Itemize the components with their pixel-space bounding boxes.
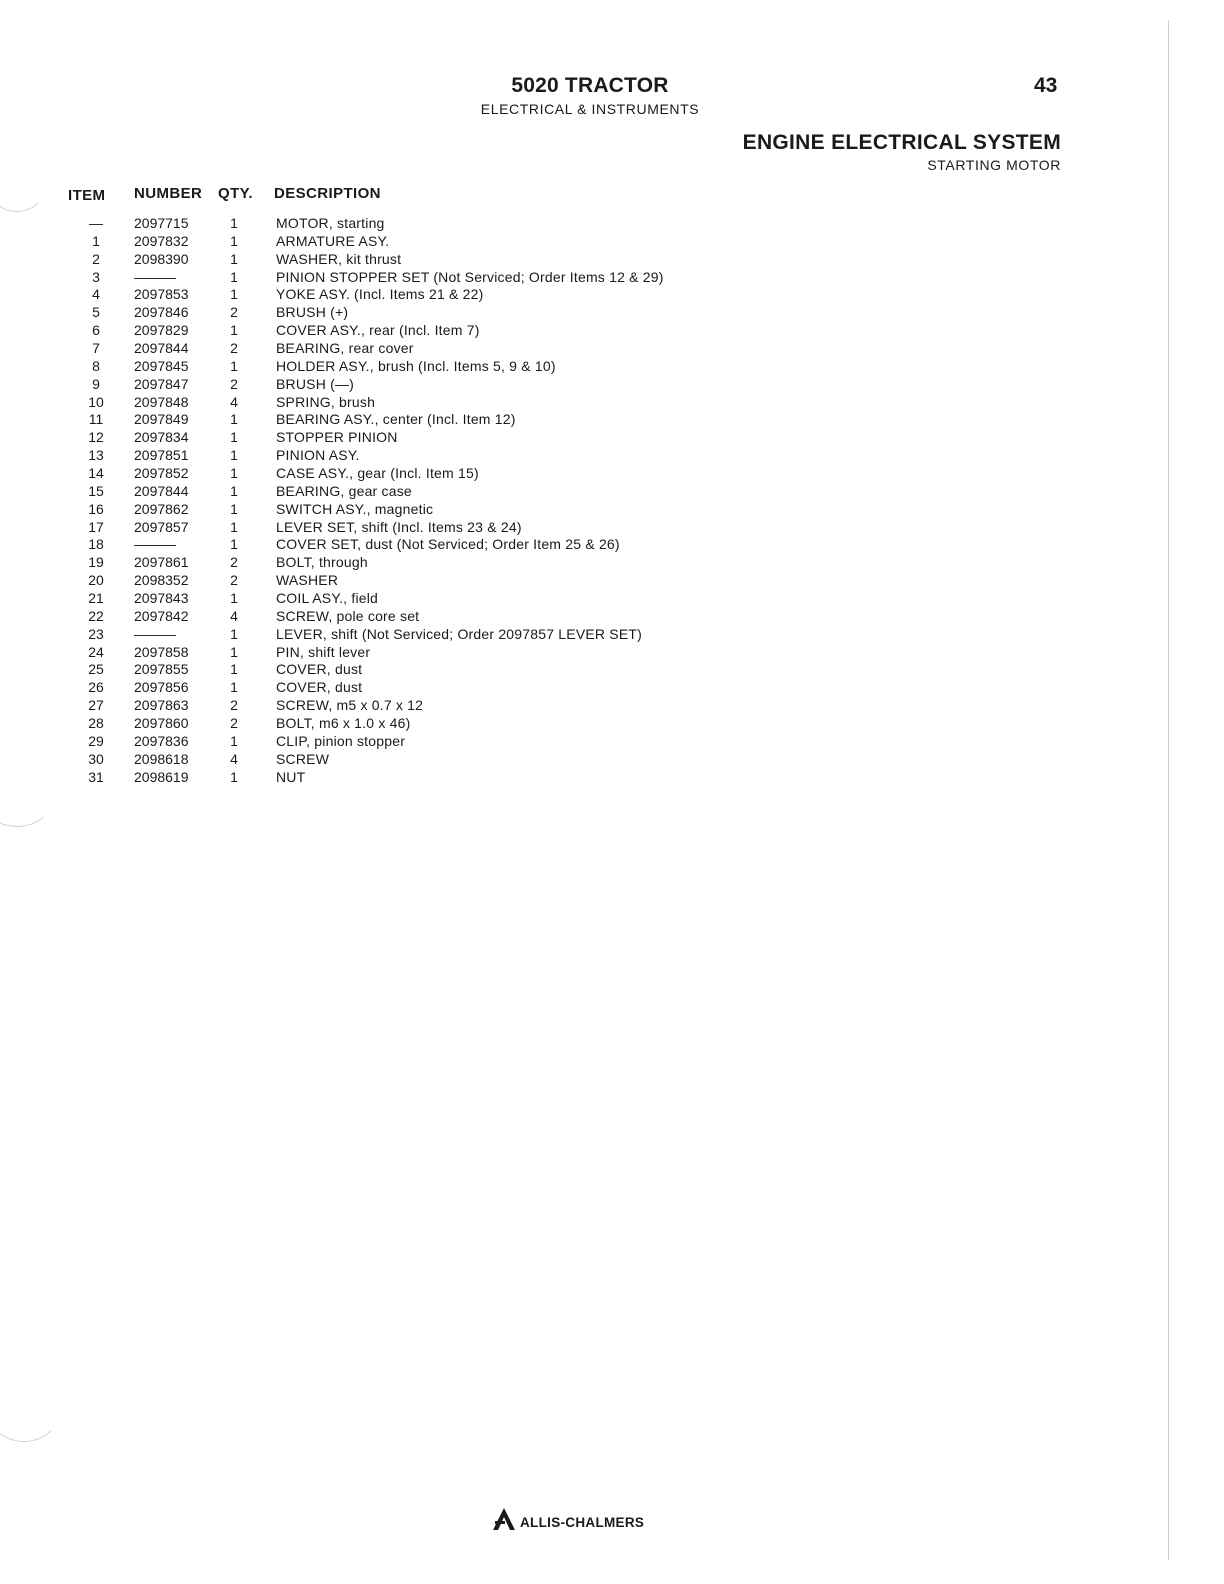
part-qty-cell: 1 — [230, 429, 238, 446]
part-item-cell: 6 — [92, 322, 100, 339]
table-row — [0, 269, 800, 287]
part-qty-cell: 4 — [230, 750, 238, 767]
table-row — [0, 394, 800, 412]
table-row — [0, 304, 800, 322]
table-row — [0, 465, 800, 483]
part-number-cell: 2097848 — [134, 393, 189, 410]
part-number-cell: 2098352 — [134, 572, 189, 589]
part-number-cell: 2097855 — [134, 661, 189, 678]
part-item-cell: 23 — [88, 625, 104, 642]
part-description-cell: COVER SET, dust (Not Serviced; Order Item 25 & 26) — [276, 536, 620, 553]
part-qty-cell: 1 — [230, 286, 238, 303]
table-row — [0, 572, 800, 590]
part-item-cell: 30 — [88, 750, 104, 767]
part-qty-cell: 1 — [230, 500, 238, 517]
table-row — [0, 340, 800, 358]
part-item-cell: 25 — [88, 661, 104, 678]
part-number-cell: 2097836 — [134, 732, 189, 749]
part-item-cell: 12 — [88, 429, 104, 446]
part-qty-cell: 1 — [230, 643, 238, 660]
part-qty-cell: 1 — [230, 679, 238, 696]
part-number-cell: 2097856 — [134, 679, 189, 696]
page-number: 43 — [1034, 74, 1058, 97]
part-item-cell: 5 — [92, 304, 100, 321]
table-row — [0, 536, 800, 554]
part-description-cell: ARMATURE ASY. — [276, 232, 390, 249]
part-qty-cell: 2 — [230, 572, 238, 589]
table-row — [0, 358, 800, 376]
part-number-cell: 2097832 — [134, 232, 189, 249]
part-item-cell: 13 — [88, 447, 104, 464]
part-description-cell: SCREW — [276, 750, 330, 767]
part-number-cell: 2097861 — [134, 554, 189, 571]
parts-list — [0, 215, 800, 787]
part-number-cell: 2097851 — [134, 447, 189, 464]
part-description-cell: BOLT, m6 x 1.0 x 46) — [276, 715, 411, 732]
part-qty-cell: 1 — [230, 661, 238, 678]
table-row — [0, 554, 800, 572]
part-number-cell: 2097829 — [134, 322, 189, 339]
table-row — [0, 679, 800, 697]
part-number-cell: ——— — [134, 625, 176, 642]
table-row — [0, 322, 800, 340]
column-header-description: DESCRIPTION — [274, 185, 381, 202]
page-subtitle: ELECTRICAL & INSTRUMENTS — [480, 101, 700, 117]
part-description-cell: PINION ASY. — [276, 447, 360, 464]
part-qty-cell: 2 — [230, 697, 238, 714]
part-description-cell: PINION STOPPER SET (Not Serviced; Order Items 12 & 29) — [276, 268, 664, 285]
part-item-cell: 31 — [88, 768, 104, 785]
part-number-cell: 2097715 — [134, 215, 189, 231]
brand-name: ALLIS-CHALMERS — [520, 1515, 645, 1530]
part-qty-cell: 1 — [230, 590, 238, 607]
part-number-cell: 2098619 — [134, 768, 189, 785]
part-item-cell: 1 — [92, 232, 100, 249]
part-number-cell: 2098390 — [134, 250, 189, 267]
part-item-cell: 21 — [88, 590, 104, 607]
table-row — [0, 626, 800, 644]
table-row — [0, 733, 800, 751]
part-number-cell: 2097853 — [134, 286, 189, 303]
part-description-cell: BRUSH (+) — [276, 304, 349, 321]
part-item-cell: 16 — [88, 500, 104, 517]
part-number-cell: 2097852 — [134, 465, 189, 482]
part-item-cell: 4 — [92, 286, 100, 303]
part-description-cell: SPRING, brush — [276, 393, 376, 410]
part-qty-cell: 1 — [230, 625, 238, 642]
part-item-cell: — — [89, 215, 103, 231]
part-qty-cell: 1 — [230, 447, 238, 464]
part-item-cell: 10 — [88, 393, 104, 410]
table-row — [0, 608, 800, 626]
table-row — [0, 501, 800, 519]
table-row — [0, 411, 800, 429]
table-row — [0, 233, 800, 251]
table-row — [0, 715, 800, 733]
part-item-cell: 14 — [88, 465, 104, 482]
part-description-cell: WASHER, kit thrust — [276, 250, 402, 267]
part-number-cell: 2097849 — [134, 411, 189, 428]
part-qty-cell: 1 — [230, 322, 238, 339]
table-row — [0, 376, 800, 394]
part-description-cell: COVER, dust — [276, 679, 363, 696]
part-description-cell: NUT — [276, 768, 306, 785]
part-description-cell: COVER ASY., rear (Incl. Item 7) — [276, 322, 480, 339]
part-qty-cell: 2 — [230, 375, 238, 392]
part-number-cell: 2097843 — [134, 590, 189, 607]
part-number-cell: ——— — [134, 536, 176, 553]
part-qty-cell: 2 — [230, 340, 238, 357]
part-number-cell: 2097844 — [134, 340, 189, 357]
table-row — [0, 661, 800, 679]
part-qty-cell: 1 — [230, 250, 238, 267]
part-description-cell: WASHER — [276, 572, 339, 589]
part-description-cell: MOTOR, starting — [276, 215, 385, 231]
table-row — [0, 769, 800, 787]
part-number-cell: 2097845 — [134, 357, 189, 374]
part-item-cell: 26 — [88, 679, 104, 696]
part-description-cell: CLIP, pinion stopper — [276, 732, 406, 749]
punch-hole-mark — [0, 1370, 62, 1442]
part-item-cell: 29 — [88, 732, 104, 749]
part-qty-cell: 1 — [230, 411, 238, 428]
table-row — [0, 519, 800, 537]
part-item-cell: 2 — [92, 250, 100, 267]
table-row — [0, 251, 800, 269]
part-number-cell: 2097842 — [134, 607, 189, 624]
part-description-cell: BEARING, gear case — [276, 482, 412, 499]
part-item-cell: 27 — [88, 697, 104, 714]
part-number-cell: 2097860 — [134, 715, 189, 732]
footer-brand — [492, 1503, 644, 1531]
part-number-cell: 2097847 — [134, 375, 189, 392]
part-qty-cell: 2 — [230, 554, 238, 571]
column-header-number: NUMBER — [134, 185, 203, 202]
part-qty-cell: 4 — [230, 607, 238, 624]
table-row — [0, 751, 800, 769]
part-description-cell: SCREW, m5 x 0.7 x 12 — [276, 697, 424, 714]
part-item-cell: 22 — [88, 607, 104, 624]
part-description-cell: LEVER, shift (Not Serviced; Order 2097857 LEVER SET) — [276, 625, 642, 642]
part-description-cell: YOKE ASY. (Incl. Items 21 & 22) — [276, 286, 484, 303]
part-number-cell: 2097862 — [134, 500, 189, 517]
section-title: ENGINE ELECTRICAL SYSTEM — [742, 131, 1061, 154]
part-item-cell: 9 — [92, 375, 100, 392]
part-number-cell: 2098618 — [134, 750, 189, 767]
part-item-cell: 8 — [92, 357, 100, 374]
part-description-cell: PIN, shift lever — [276, 643, 371, 660]
part-item-cell: 11 — [88, 411, 104, 428]
part-number-cell: 2097857 — [134, 518, 189, 535]
part-qty-cell: 1 — [230, 536, 238, 553]
table-row — [0, 483, 800, 501]
table-row — [0, 697, 800, 715]
table-row — [0, 286, 800, 304]
column-header-qty: QTY. — [218, 185, 253, 202]
part-description-cell: BOLT, through — [276, 554, 368, 571]
part-number-cell: 2097846 — [134, 304, 189, 321]
part-item-cell: 19 — [88, 554, 104, 571]
part-qty-cell: 1 — [230, 232, 238, 249]
part-description-cell: COIL ASY., field — [276, 590, 379, 607]
part-item-cell: 17 — [88, 518, 104, 535]
part-description-cell: STOPPER PINION — [276, 429, 398, 446]
part-qty-cell: 1 — [230, 732, 238, 749]
table-row — [0, 215, 800, 233]
part-description-cell: COVER, dust — [276, 661, 363, 678]
page-title: 5020 TRACTOR — [511, 74, 669, 97]
part-description-cell: BRUSH (—) — [276, 375, 355, 392]
table-row — [0, 429, 800, 447]
part-item-cell: 3 — [92, 268, 100, 285]
table-row — [0, 447, 800, 465]
allis-chalmers-logo-icon — [492, 1507, 516, 1531]
table-row — [0, 590, 800, 608]
part-qty-cell: 1 — [230, 215, 238, 231]
part-description-cell: LEVER SET, shift (Incl. Items 23 & 24) — [276, 518, 522, 535]
column-header-item: ITEM — [68, 187, 106, 204]
part-item-cell: 20 — [88, 572, 104, 589]
part-description-cell: BEARING ASY., center (Incl. Item 12) — [276, 411, 516, 428]
part-item-cell: 7 — [92, 340, 100, 357]
part-description-cell: HOLDER ASY., brush (Incl. Items 5, 9 & 10) — [276, 357, 556, 374]
part-item-cell: 18 — [88, 536, 104, 553]
part-qty-cell: 1 — [230, 768, 238, 785]
part-description-cell: SCREW, pole core set — [276, 607, 420, 624]
part-qty-cell: 4 — [230, 393, 238, 410]
part-qty-cell: 1 — [230, 518, 238, 535]
part-item-cell: 15 — [88, 482, 104, 499]
page-margin-line — [1168, 20, 1169, 1560]
part-qty-cell: 2 — [230, 715, 238, 732]
part-number-cell: 2097863 — [134, 697, 189, 714]
part-description-cell: SWITCH ASY., magnetic — [276, 500, 434, 517]
part-description-cell: CASE ASY., gear (Incl. Item 15) — [276, 465, 479, 482]
table-row — [0, 644, 800, 662]
table-header — [0, 185, 800, 205]
part-item-cell: 28 — [88, 715, 104, 732]
part-number-cell: ——— — [134, 268, 176, 285]
part-number-cell: 2097858 — [134, 643, 189, 660]
section-subtitle: STARTING MOTOR — [927, 157, 1061, 173]
part-qty-cell: 1 — [230, 465, 238, 482]
part-item-cell: 24 — [88, 643, 104, 660]
part-number-cell: 2097844 — [134, 482, 189, 499]
part-qty-cell: 1 — [230, 357, 238, 374]
part-qty-cell: 2 — [230, 304, 238, 321]
part-description-cell: BEARING, rear cover — [276, 340, 414, 357]
part-number-cell: 2097834 — [134, 429, 189, 446]
part-qty-cell: 1 — [230, 268, 238, 285]
part-qty-cell: 1 — [230, 482, 238, 499]
